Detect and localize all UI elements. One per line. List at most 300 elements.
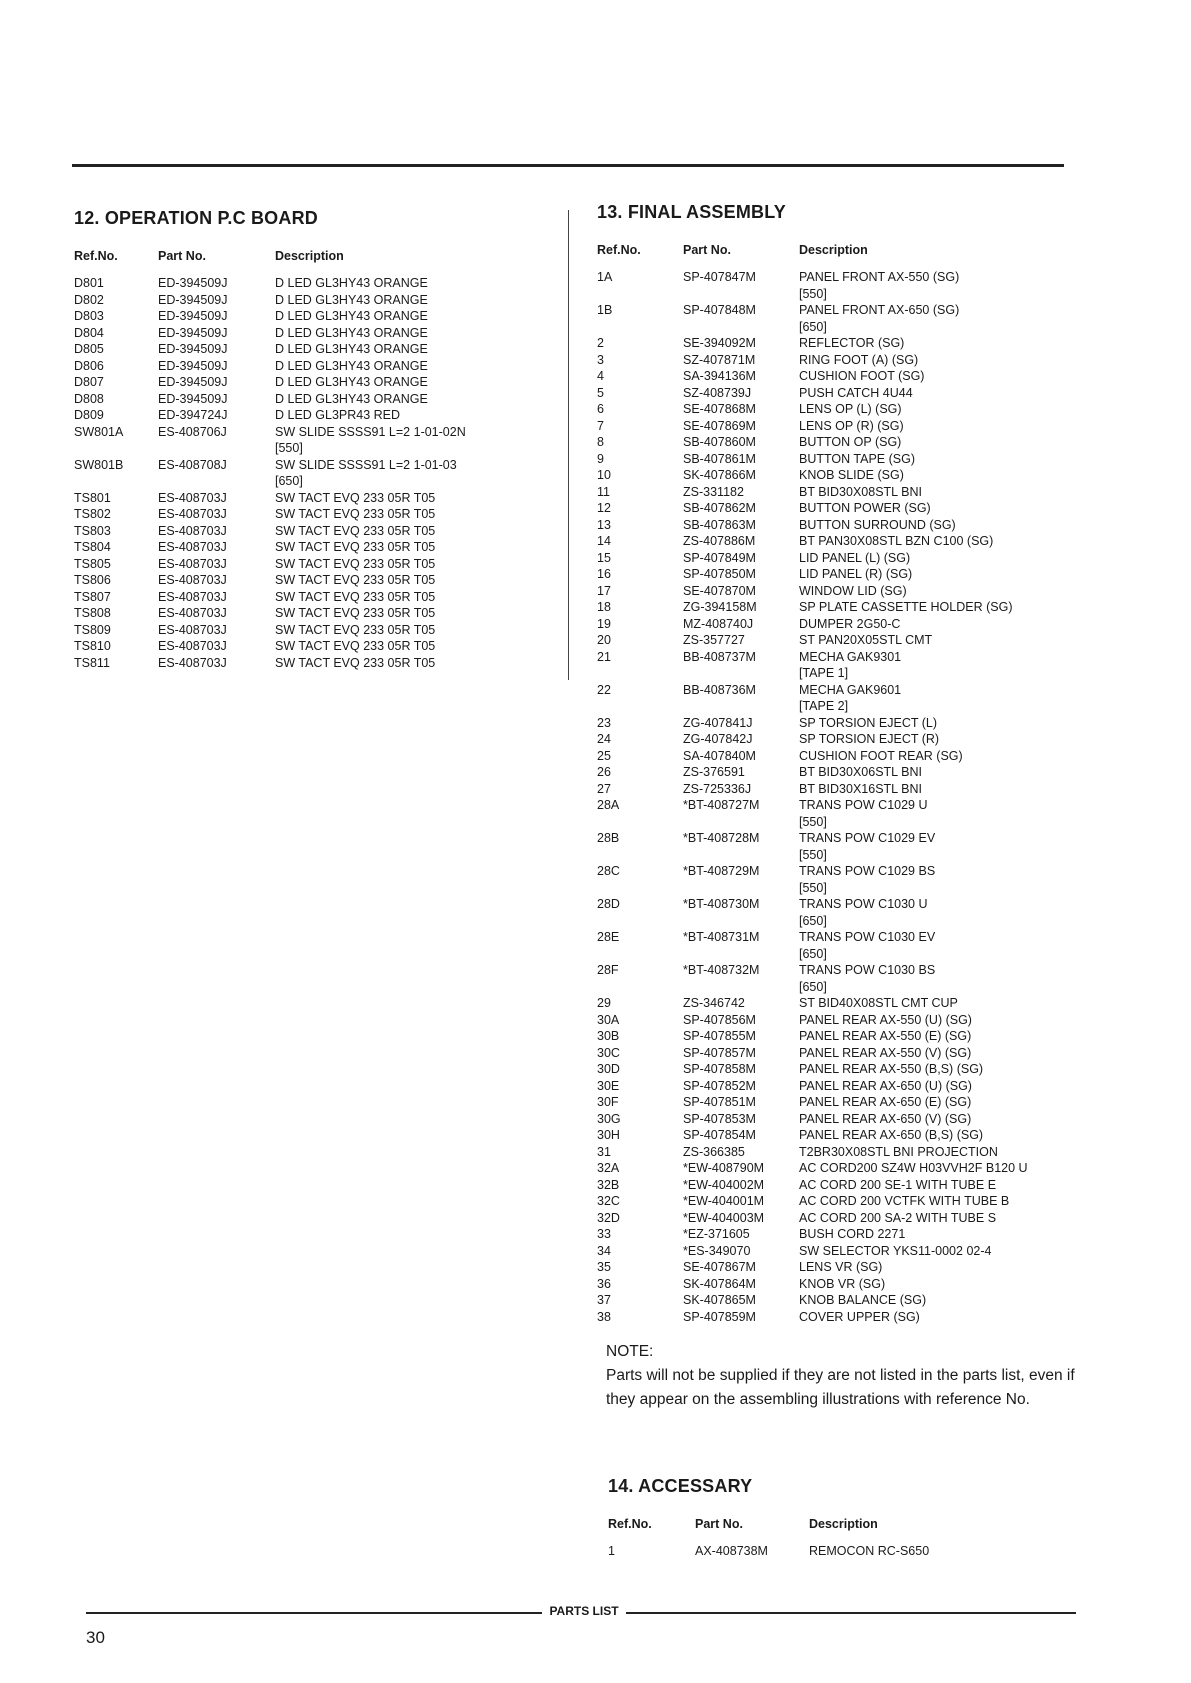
section-accessary xyxy=(608,1476,1068,1560)
section-12-title: 12. OPERATION P.C BOARD xyxy=(74,208,318,228)
description-cell xyxy=(799,1259,1077,1276)
ref-no-cell: 30G xyxy=(597,1111,621,1126)
ref-no-cell: 8 xyxy=(597,435,604,449)
description-cell xyxy=(799,632,1077,649)
part-no-cell: ZS-725336J xyxy=(683,781,752,796)
description-text: TRANS POW C1030 EV xyxy=(799,930,936,944)
ref-no-cell: 4 xyxy=(597,369,604,383)
ref-no-cell: 30H xyxy=(597,1128,620,1142)
part-no-cell: SP-407847M xyxy=(683,270,756,284)
description-text: SW TACT EVQ 233 05R T05 xyxy=(275,606,436,620)
part-no-cell: SE-407868M xyxy=(683,402,756,416)
ref-no-cell: 18 xyxy=(597,600,611,614)
description-text: WINDOW LID (SG) xyxy=(799,583,907,598)
ref-no-cell: 2 xyxy=(597,336,604,350)
section-final-assembly xyxy=(597,202,1077,1325)
description-text: SW TACT EVQ 233 05R T05 xyxy=(275,655,436,670)
table-row xyxy=(597,632,1077,649)
description-text: PANEL REAR AX-550 (V) (SG) xyxy=(799,1045,972,1060)
part-no-cell: ED-394509J xyxy=(158,375,228,389)
description-text: D LED GL3HY43 ORANGE xyxy=(275,309,428,323)
description-text: PANEL REAR AX-550 (E) (SG) xyxy=(799,1029,972,1043)
ref-no-cell: 32A xyxy=(597,1161,620,1175)
ref-no-cell: 9 xyxy=(597,451,604,466)
footer-rule-right xyxy=(626,1612,1076,1614)
description-cell xyxy=(799,1094,1077,1111)
table-row xyxy=(597,599,1077,616)
description-cell xyxy=(799,550,1077,567)
table-row xyxy=(597,731,1077,748)
description-text: BUTTON SURROUND (SG) xyxy=(799,517,956,532)
description-text: REMOCON RC-S650 xyxy=(809,1544,930,1558)
part-no-cell: *BT-408728M xyxy=(683,831,760,845)
part-no-cell: ES-408706J xyxy=(158,424,227,439)
ref-no-cell: 27 xyxy=(597,781,611,796)
description-text: PANEL FRONT AX-650 (SG) xyxy=(799,303,960,317)
ref-no-cell: 5 xyxy=(597,385,604,400)
part-no-cell: ED-394724J xyxy=(158,408,228,422)
part-no-cell: SB-407863M xyxy=(683,517,756,532)
description-cell xyxy=(275,556,574,573)
description-text: CUSHION FOOT (SG) xyxy=(799,369,925,383)
description-cell xyxy=(799,302,1077,335)
part-no-cell: ZS-376591 xyxy=(683,765,745,779)
description-cell xyxy=(275,424,574,457)
table-row xyxy=(74,556,574,573)
page-number: 30 xyxy=(86,1628,105,1647)
description-cell xyxy=(799,748,1077,765)
description-text: SW TACT EVQ 233 05R T05 xyxy=(275,622,436,637)
table-row xyxy=(597,352,1077,369)
ref-no-cell: 31 xyxy=(597,1144,611,1159)
description-text: LID PANEL (R) (SG) xyxy=(799,567,913,581)
part-no-cell: SE-394092M xyxy=(683,336,756,350)
table-row xyxy=(597,1127,1077,1144)
ref-no-cell: 26 xyxy=(597,765,611,779)
ref-no-cell: 30B xyxy=(597,1029,620,1043)
ref-no-cell: 23 xyxy=(597,715,611,730)
description-cell xyxy=(275,407,574,424)
table-row xyxy=(74,407,574,424)
description-text: BUTTON POWER (SG) xyxy=(799,501,931,515)
part-no-cell: SP-407859M xyxy=(683,1309,756,1324)
description-cell xyxy=(275,358,574,375)
description-text: PUSH CATCH 4U44 xyxy=(799,385,913,400)
description-text: PANEL REAR AX-550 (U) (SG) xyxy=(799,1012,972,1027)
description-text: COVER UPPER (SG) xyxy=(799,1309,920,1324)
part-no-cell: SK-407866M xyxy=(683,468,756,482)
description-cell xyxy=(799,1210,1077,1227)
description-text: KNOB SLIDE (SG) xyxy=(799,468,904,482)
table-row xyxy=(597,1292,1077,1309)
part-no-cell: ED-394509J xyxy=(158,325,228,340)
description-text: BUSH CORD 2271 xyxy=(799,1227,906,1241)
table-row xyxy=(74,572,574,589)
ref-no-cell: TS802 xyxy=(74,507,111,521)
ref-no-cell: 32B xyxy=(597,1177,620,1192)
ref-no-cell: TS801 xyxy=(74,490,111,505)
part-no-cell: SK-407865M xyxy=(683,1293,756,1307)
description-cell xyxy=(799,434,1077,451)
table-row xyxy=(74,638,574,655)
ref-no-cell: 32D xyxy=(597,1210,620,1225)
part-no-cell: SP-407849M xyxy=(683,550,756,565)
description-text: KNOB BALANCE (SG) xyxy=(799,1293,927,1307)
table-row xyxy=(597,302,1077,335)
table-row xyxy=(597,995,1077,1012)
table-row xyxy=(597,335,1077,352)
ref-no-cell: SW801A xyxy=(74,424,124,439)
part-no-cell: SE-407869M xyxy=(683,418,756,433)
description-text: LENS VR (SG) xyxy=(799,1260,883,1274)
table-row xyxy=(597,500,1077,517)
description-cell xyxy=(799,649,1077,682)
description-cell xyxy=(799,566,1077,583)
description-text: SW TACT EVQ 233 05R T05 xyxy=(275,523,436,538)
ref-no-cell: 13 xyxy=(597,517,611,532)
description-cell xyxy=(799,830,1077,863)
ref-no-cell: TS807 xyxy=(74,589,111,604)
description-cell xyxy=(799,269,1077,302)
ref-no-cell: 21 xyxy=(597,649,611,664)
part-no-cell: ES-408703J xyxy=(158,490,227,505)
table-row xyxy=(597,434,1077,451)
model-note: [TAPE 1] xyxy=(799,666,849,680)
model-note: [650] xyxy=(799,913,827,928)
description-text: TRANS POW C1029 U xyxy=(799,798,928,812)
description-cell xyxy=(799,1111,1077,1128)
table-row xyxy=(597,401,1077,418)
description-text: TRANS POW C1030 BS xyxy=(799,963,936,977)
table-row xyxy=(74,358,574,375)
model-note: [550] xyxy=(799,847,827,862)
section-12-header-row xyxy=(74,249,574,263)
ref-no-cell: 36 xyxy=(597,1276,611,1291)
description-text: TRANS POW C1030 U xyxy=(799,897,928,911)
table-row xyxy=(597,1012,1077,1029)
description-cell xyxy=(275,275,574,292)
part-no-cell: ES-408703J xyxy=(158,507,227,521)
part-no-cell: *EW-404003M xyxy=(683,1210,765,1225)
part-no-cell: SP-407852M xyxy=(683,1078,756,1093)
part-no-cell: ZS-407886M xyxy=(683,534,756,548)
table-row xyxy=(597,566,1077,583)
part-no-cell: ES-408703J xyxy=(158,606,227,620)
ref-no-cell: 35 xyxy=(597,1260,611,1274)
part-no-cell: *EW-404001M xyxy=(683,1194,765,1208)
description-header: Description xyxy=(275,249,344,263)
description-cell xyxy=(799,467,1077,484)
description-text: SW SLIDE SSSS91 L=2 1-01-02N xyxy=(275,424,466,439)
description-header: Description xyxy=(809,1517,878,1531)
table-row xyxy=(597,1259,1077,1276)
description-text: BUTTON OP (SG) xyxy=(799,435,902,449)
part-no-header: Part No. xyxy=(158,249,206,263)
description-cell xyxy=(275,374,574,391)
part-no-cell: ES-408703J xyxy=(158,540,227,554)
part-no-cell: SP-407851M xyxy=(683,1095,756,1109)
section-13-header-row xyxy=(597,243,1077,257)
part-no-cell: BB-408736M xyxy=(683,682,756,697)
description-text: SW SELECTOR YKS11-0002 02-4 xyxy=(799,1243,992,1258)
footer xyxy=(86,1604,1076,1620)
description-cell xyxy=(799,517,1077,534)
ref-no-cell: 19 xyxy=(597,616,611,631)
description-cell xyxy=(799,764,1077,781)
description-text: ST BID40X08STL CMT CUP xyxy=(799,996,958,1010)
description-text: D LED GL3HY43 ORANGE xyxy=(275,325,428,340)
ref-no-cell: 1B xyxy=(597,303,613,317)
table-row xyxy=(597,748,1077,765)
part-no-cell: ED-394509J xyxy=(158,342,228,356)
description-cell xyxy=(799,385,1077,402)
description-cell xyxy=(799,368,1077,385)
description-cell xyxy=(799,1012,1077,1029)
table-row xyxy=(597,385,1077,402)
description-cell xyxy=(799,781,1077,798)
part-no-cell: *BT-408729M xyxy=(683,864,760,878)
description-cell xyxy=(275,638,574,655)
description-cell xyxy=(275,622,574,639)
ref-no-cell: D803 xyxy=(74,309,104,323)
part-no-cell: *ES-349070 xyxy=(683,1243,751,1258)
ref-no-cell: 30A xyxy=(597,1012,620,1027)
table-row xyxy=(597,929,1077,962)
description-text: PANEL REAR AX-550 (B,S) (SG) xyxy=(799,1062,984,1076)
description-text: D LED GL3HY43 ORANGE xyxy=(275,342,428,356)
description-cell xyxy=(275,325,574,342)
description-text: MECHA GAK9601 xyxy=(799,682,902,697)
description-cell xyxy=(275,523,574,540)
description-cell xyxy=(275,506,574,523)
table-row xyxy=(74,457,574,490)
description-text: PANEL REAR AX-650 (E) (SG) xyxy=(799,1095,972,1109)
description-cell xyxy=(799,484,1077,501)
table-row xyxy=(74,292,574,309)
table-row xyxy=(597,1243,1077,1260)
part-no-cell: ES-408703J xyxy=(158,639,227,653)
part-no-cell: SP-407857M xyxy=(683,1045,756,1060)
ref-no-cell: TS806 xyxy=(74,573,111,587)
table-row xyxy=(597,863,1077,896)
ref-no-cell: TS811 xyxy=(74,655,110,670)
description-text: AC CORD200 SZ4W H03VVH2F B120 U xyxy=(799,1161,1028,1175)
ref-no-cell: TS809 xyxy=(74,622,111,637)
table-row xyxy=(597,649,1077,682)
ref-no-cell: 11 xyxy=(597,484,610,499)
table-row xyxy=(74,605,574,622)
table-row xyxy=(74,325,574,342)
ref-no-cell: 25 xyxy=(597,748,611,763)
table-row xyxy=(597,1276,1077,1293)
ref-no-cell: 32C xyxy=(597,1194,620,1208)
note-block xyxy=(606,1340,1076,1412)
part-no-cell: ED-394509J xyxy=(158,276,228,290)
table-row xyxy=(597,550,1077,567)
description-cell xyxy=(799,1160,1077,1177)
description-cell xyxy=(799,1177,1077,1194)
table-row xyxy=(597,1210,1077,1227)
part-no-cell: *EW-408790M xyxy=(683,1161,765,1175)
description-text: SW TACT EVQ 233 05R T05 xyxy=(275,639,436,653)
table-row xyxy=(597,896,1077,929)
part-no-cell: SB-407862M xyxy=(683,501,756,515)
description-cell xyxy=(799,863,1077,896)
description-text: PANEL FRONT AX-550 (SG) xyxy=(799,270,960,284)
table-row xyxy=(597,269,1077,302)
ref-no-cell: 17 xyxy=(597,583,611,598)
table-row xyxy=(597,715,1077,732)
description-text: D LED GL3HY43 ORANGE xyxy=(275,391,428,406)
table-row xyxy=(74,589,574,606)
description-cell xyxy=(799,731,1077,748)
table-row xyxy=(597,797,1077,830)
ref-no-header: Ref.No. xyxy=(608,1517,652,1531)
description-text: SW TACT EVQ 233 05R T05 xyxy=(275,589,436,604)
part-no-cell: MZ-408740J xyxy=(683,616,754,631)
description-text: D LED GL3HY43 ORANGE xyxy=(275,276,428,290)
table-row xyxy=(597,1160,1077,1177)
table-row xyxy=(597,1111,1077,1128)
ref-no-cell: TS805 xyxy=(74,556,111,571)
description-text: CUSHION FOOT REAR (SG) xyxy=(799,748,963,763)
description-text: PANEL REAR AX-650 (U) (SG) xyxy=(799,1078,972,1093)
description-text: LENS OP (L) (SG) xyxy=(799,402,902,416)
description-cell xyxy=(799,352,1077,369)
ref-no-cell: 6 xyxy=(597,402,604,416)
ref-no-cell: TS803 xyxy=(74,523,111,538)
description-text: BT PAN30X08STL BZN C100 (SG) xyxy=(799,534,994,548)
description-text: BT BID30X08STL BNI xyxy=(799,484,922,499)
table-row xyxy=(597,418,1077,435)
description-cell xyxy=(799,533,1077,550)
footer-rule-left xyxy=(86,1612,542,1614)
ref-no-cell: 1A xyxy=(597,270,613,284)
description-text: REFLECTOR (SG) xyxy=(799,336,905,350)
table-row xyxy=(597,1061,1077,1078)
table-row xyxy=(597,533,1077,550)
description-text: SW TACT EVQ 233 05R T05 xyxy=(275,507,436,521)
table-row xyxy=(74,391,574,408)
part-no-cell: ES-408703J xyxy=(158,589,227,604)
ref-no-cell: D808 xyxy=(74,391,104,406)
description-text: KNOB VR (SG) xyxy=(799,1276,886,1291)
part-no-cell: ZG-394158M xyxy=(683,600,757,614)
description-cell xyxy=(275,605,574,622)
description-text: ST PAN20X05STL CMT xyxy=(799,633,933,647)
description-text: SW TACT EVQ 233 05R T05 xyxy=(275,490,436,505)
description-text: LID PANEL (L) (SG) xyxy=(799,550,911,565)
part-no-cell: SP-407850M xyxy=(683,567,756,581)
section-13-title: 13. FINAL ASSEMBLY xyxy=(597,202,786,222)
description-text: AC CORD 200 SE-1 WITH TUBE E xyxy=(799,1177,997,1192)
table-row xyxy=(608,1543,1068,1560)
description-cell xyxy=(799,401,1077,418)
description-cell xyxy=(799,1309,1077,1326)
table-row xyxy=(597,517,1077,534)
description-cell xyxy=(799,1276,1077,1293)
ref-no-cell: D809 xyxy=(74,408,104,422)
table-row xyxy=(597,1193,1077,1210)
description-cell xyxy=(275,391,574,408)
part-no-cell: ZG-407842J xyxy=(683,732,753,746)
model-note: [650] xyxy=(799,946,827,961)
part-no-cell: ED-394509J xyxy=(158,391,228,406)
table-row xyxy=(74,655,574,672)
table-row xyxy=(597,1045,1077,1062)
note-title: NOTE: xyxy=(606,1343,654,1360)
description-cell xyxy=(799,599,1077,616)
ref-no-cell: 28A xyxy=(597,798,620,812)
table-row xyxy=(74,490,574,507)
table-row xyxy=(597,583,1077,600)
description-text: SP TORSION EJECT (R) xyxy=(799,732,940,746)
description-cell xyxy=(275,589,574,606)
description-cell xyxy=(799,1243,1077,1260)
note-text: Parts will not be supplied if they are not listed in the parts list, even if they appear on the assembling illustrations with reference No. xyxy=(606,1367,1075,1408)
part-no-cell: ES-408703J xyxy=(158,622,227,637)
part-no-cell: ZS-357727 xyxy=(683,633,745,647)
model-note: [650] xyxy=(275,474,303,488)
part-no-cell: SP-407855M xyxy=(683,1029,756,1043)
description-text: D LED GL3HY43 ORANGE xyxy=(275,292,428,307)
description-cell xyxy=(809,1543,1068,1560)
part-no-cell: *BT-408731M xyxy=(683,930,760,944)
description-text: SW TACT EVQ 233 05R T05 xyxy=(275,556,436,571)
description-cell xyxy=(275,308,574,325)
part-no-cell: ZS-346742 xyxy=(683,996,745,1010)
ref-no-cell: 12 xyxy=(597,501,611,515)
description-cell xyxy=(799,335,1077,352)
section-14-header-row xyxy=(608,1517,1068,1531)
description-text: SW TACT EVQ 233 05R T05 xyxy=(275,540,436,554)
ref-no-cell: TS804 xyxy=(74,540,111,554)
description-cell xyxy=(799,995,1077,1012)
top-rule xyxy=(72,164,1064,167)
part-no-header: Part No. xyxy=(695,1517,743,1531)
part-no-cell: SP-407853M xyxy=(683,1111,756,1126)
part-no-cell: SK-407864M xyxy=(683,1276,756,1291)
part-no-cell: SB-407861M xyxy=(683,451,756,466)
description-cell xyxy=(799,583,1077,600)
description-text: SW SLIDE SSSS91 L=2 1-01-03 xyxy=(275,457,457,472)
description-cell xyxy=(275,341,574,358)
ref-no-cell: 34 xyxy=(597,1243,611,1258)
ref-no-cell: 3 xyxy=(597,352,604,367)
part-no-cell: *BT-408730M xyxy=(683,897,760,911)
part-no-cell: *BT-408727M xyxy=(683,798,760,812)
part-no-cell: SE-407867M xyxy=(683,1260,756,1274)
table-row xyxy=(74,506,574,523)
section-12-rows xyxy=(74,275,574,671)
ref-no-cell: 10 xyxy=(597,468,611,482)
description-cell xyxy=(799,896,1077,929)
ref-no-cell: 37 xyxy=(597,1293,611,1307)
ref-no-cell: D805 xyxy=(74,342,104,356)
ref-no-cell: TS808 xyxy=(74,606,111,620)
part-no-cell: *BT-408732M xyxy=(683,963,760,977)
table-row xyxy=(74,275,574,292)
description-text: BT BID30X06STL BNI xyxy=(799,765,922,779)
ref-no-cell: D804 xyxy=(74,325,104,340)
description-cell xyxy=(799,929,1077,962)
description-text: AC CORD 200 VCTFK WITH TUBE B xyxy=(799,1194,1010,1208)
part-no-cell: SP-407856M xyxy=(683,1012,756,1027)
ref-no-cell: SW801B xyxy=(74,457,124,472)
table-row xyxy=(597,1226,1077,1243)
description-cell xyxy=(799,1193,1077,1210)
description-cell xyxy=(799,1078,1077,1095)
